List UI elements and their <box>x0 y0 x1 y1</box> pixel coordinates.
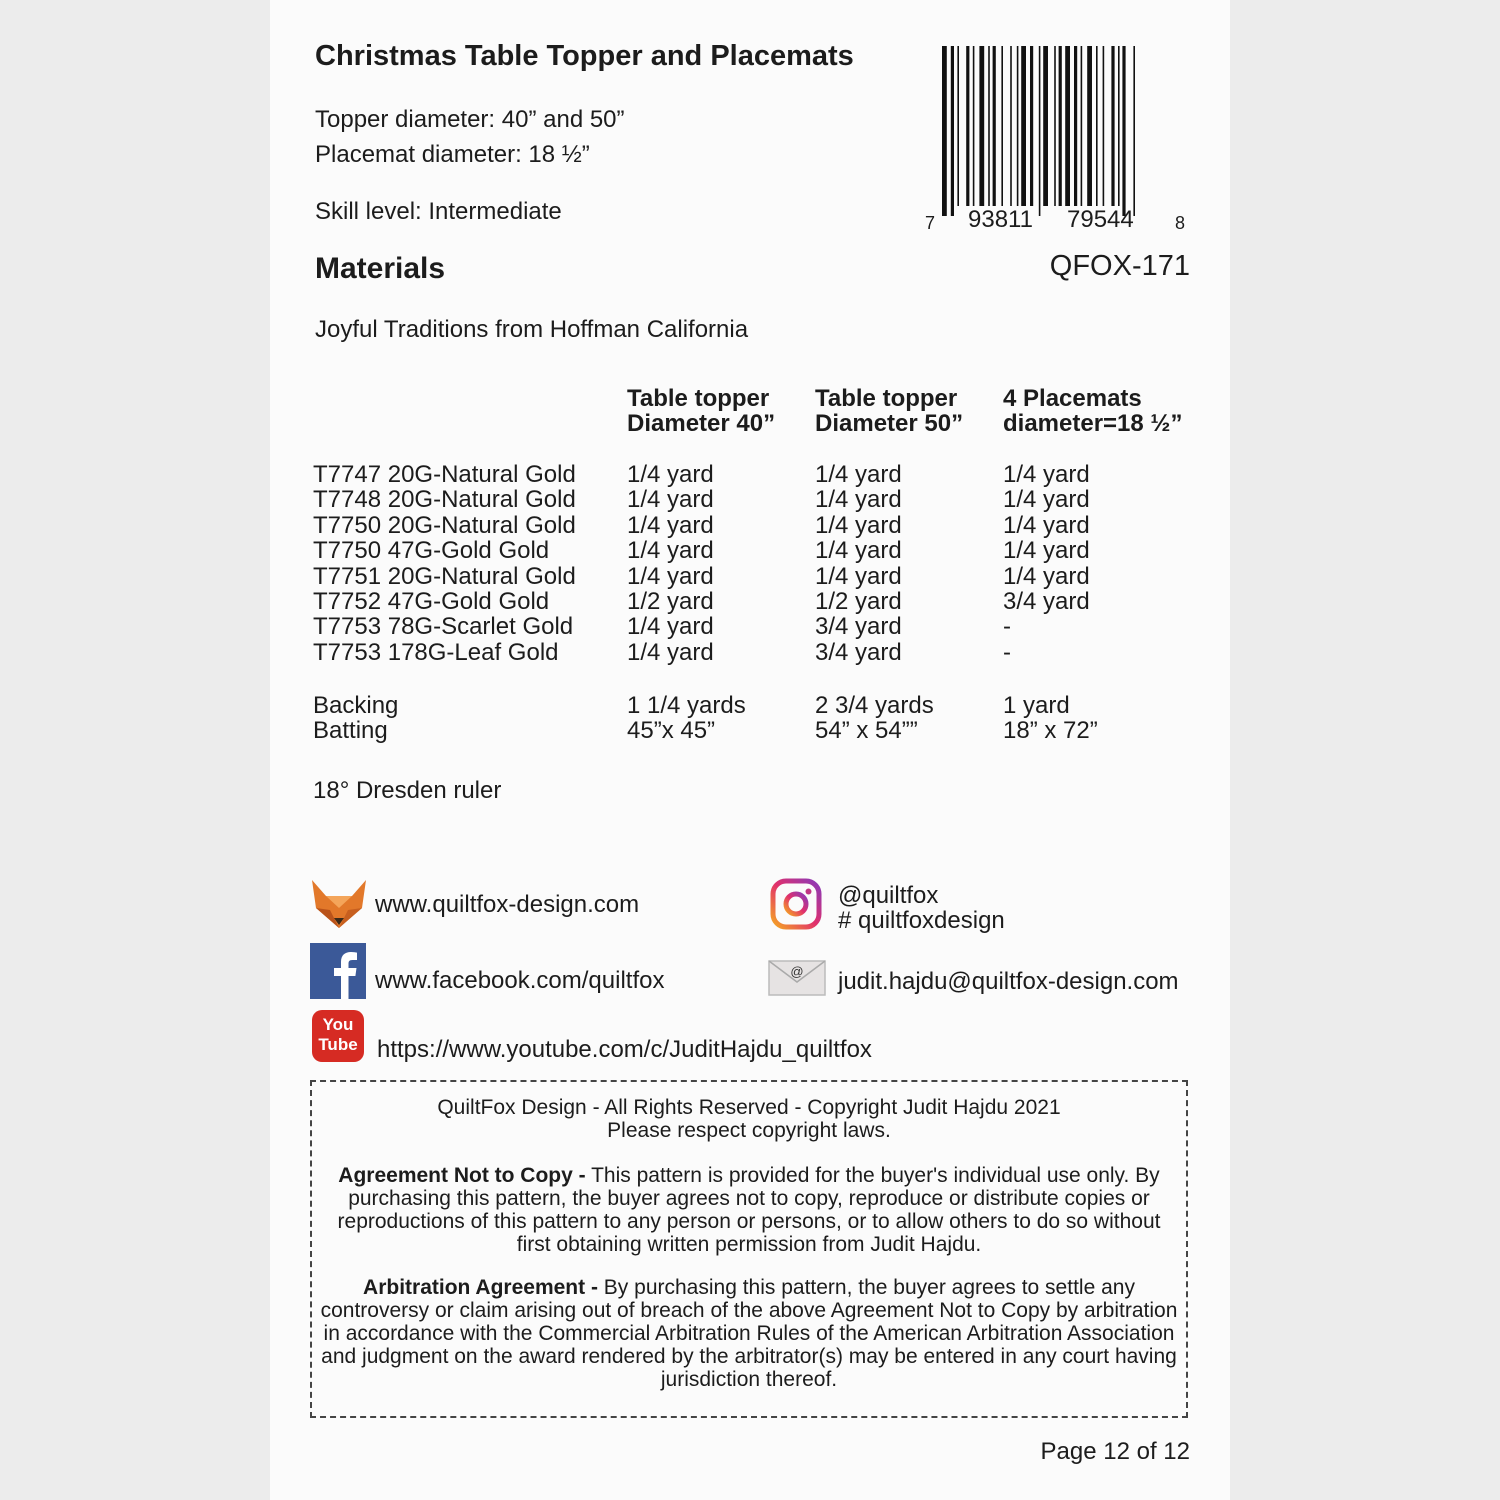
barcode-bar <box>1133 46 1135 216</box>
header-topper-50: Table topper Diameter 50” <box>815 385 964 437</box>
instagram-handle[interactable]: @quiltfox <box>838 882 939 909</box>
legal-notice-box <box>310 1080 1188 1418</box>
placemats-column <box>1003 462 1090 665</box>
fabric-column <box>313 462 576 665</box>
page-number: Page 12 of 12 <box>1040 1438 1190 1465</box>
barcode-digits-group1: 93811 <box>968 206 1033 233</box>
amount-cell: 1/4 yard <box>627 638 714 666</box>
backing-batting-labels <box>313 693 398 744</box>
backing-batting-placemats <box>1003 693 1098 744</box>
barcode-bar <box>1054 46 1056 206</box>
amount-cell: 1/4 yard <box>1003 562 1090 590</box>
fabric-name: T7750 20G-Natural Gold <box>313 511 576 539</box>
fabric-name: T7747 20G-Natural Gold <box>313 461 576 488</box>
barcode-bar <box>951 46 954 216</box>
facebook-icon[interactable] <box>310 943 366 999</box>
amount-cell: 1/4 yard <box>815 461 902 488</box>
barcode-bar <box>1118 46 1120 206</box>
barcode-bar <box>1103 46 1105 206</box>
barcode-digit-right: 8 <box>1175 213 1186 233</box>
fabric-name: T7753 78G-Scarlet Gold <box>313 613 574 641</box>
agreement-paragraph <box>320 1164 1178 1256</box>
amount-cell: 1/2 yard <box>815 588 902 616</box>
barcode <box>940 46 1170 211</box>
barcode-bar <box>973 46 975 206</box>
barcode-digit-left: 7 <box>925 213 936 233</box>
amount-cell: 1/4 yard <box>627 461 714 488</box>
barcode-bar <box>1096 46 1098 206</box>
arbitration-title: Arbitration Agreement - <box>363 1276 598 1299</box>
barcode-bar <box>993 46 996 206</box>
topper-50-column <box>815 462 902 665</box>
amount-cell: 3/4 yard <box>1003 588 1090 616</box>
youtube-icon[interactable]: You Tube <box>312 1010 364 1062</box>
barcode-bar <box>1059 46 1062 206</box>
amount-cell: 18” x 72” <box>1003 717 1098 745</box>
amount-cell: 1/4 yard <box>815 486 902 514</box>
fabric-name: T7753 178G-Leaf Gold <box>313 638 559 666</box>
header-topper-40: Table topper Diameter 40” <box>627 385 776 437</box>
backing-batting-50 <box>815 693 934 744</box>
amount-cell: 1/4 yard <box>627 537 714 565</box>
page-title: Christmas Table Topper and Placemats <box>315 40 854 72</box>
amount-cell: 1/4 yard <box>627 562 714 590</box>
amount-cell: 1/4 yard <box>627 486 714 514</box>
instagram-hashtag: # quiltfoxdesign <box>838 907 1005 934</box>
amount-cell: 1/4 yard <box>627 511 714 539</box>
topper-diameter: Topper diameter: 40” and 50” <box>315 106 625 133</box>
barcode-bar <box>1030 46 1033 206</box>
respect-line: Please respect copyright laws. <box>607 1119 891 1142</box>
barcode-bar <box>942 46 947 216</box>
website-link[interactable]: www.quiltfox-design.com <box>375 891 640 918</box>
instagram-icon[interactable] <box>770 878 822 930</box>
amount-cell: 45”x 45” <box>627 717 716 745</box>
amount-cell: 2 3/4 yards <box>815 692 934 719</box>
barcode-bar <box>988 46 990 206</box>
amount-cell: 1 1/4 yards <box>627 692 746 719</box>
barcode-bar <box>1017 46 1019 206</box>
barcode-bar <box>1087 46 1092 206</box>
fabric-name: T7751 20G-Natural Gold <box>313 562 576 590</box>
youtube-link[interactable]: https://www.youtube.com/c/JuditHajdu_quiltfox <box>377 1036 872 1063</box>
backing-label: Backing <box>313 692 399 719</box>
amount-cell: 3/4 yard <box>815 638 902 666</box>
skill-level: Skill level: Intermediate <box>315 198 562 225</box>
email-at-symbol: @ <box>790 964 804 979</box>
barcode-bars <box>940 46 1170 216</box>
amount-cell: 1/4 yard <box>1003 537 1090 565</box>
materials-heading: Materials <box>315 252 446 285</box>
facebook-link[interactable]: www.facebook.com/quiltfox <box>375 967 665 994</box>
barcode-bar <box>1122 46 1125 216</box>
barcode-bar <box>1111 46 1114 206</box>
amount-cell: 1/4 yard <box>1003 461 1090 488</box>
email-icon[interactable] <box>768 960 826 996</box>
copyright-line: QuiltFox Design - All Rights Reserved - Copyright Judit Hajdu 2021 <box>437 1096 1061 1119</box>
header-placemats: 4 Placemats diameter=18 ½” <box>1003 385 1183 437</box>
barcode-bar <box>957 46 959 206</box>
pattern-code: QFOX-171 <box>1049 250 1190 282</box>
barcode-bar <box>1074 46 1077 206</box>
barcode-bar <box>1021 46 1026 206</box>
barcode-digits-group2: 79544 <box>1067 206 1134 233</box>
barcode-bar <box>979 46 984 206</box>
amount-cell: 1/2 yard <box>627 588 714 616</box>
barcode-bar <box>1001 46 1003 206</box>
backing-batting-40 <box>627 693 746 744</box>
barcode-bar <box>1010 46 1012 206</box>
arbitration-text: By purchasing this pattern, the buyer agrees to settle any controversy or claim arising out of breach of the above Agreement Not to Copy by arbitration in accordance with the Commercial Arbitration Rules of the American Arbitration Association and judgment on the award rendered by the arbitrator(s) may be entered in any court having jurisdiction thereof. <box>320 1276 1178 1391</box>
amount-cell: - <box>1003 638 1011 666</box>
amount-cell: 1/4 yard <box>1003 486 1090 514</box>
barcode-bar <box>966 46 969 206</box>
amount-cell: 1/4 yard <box>627 613 714 641</box>
pattern-page <box>270 0 1230 1500</box>
amount-cell: 1/4 yard <box>815 537 902 565</box>
amount-cell: 1 yard <box>1003 692 1070 719</box>
fox-logo-icon <box>310 878 368 930</box>
barcode-bar <box>1043 46 1048 206</box>
amount-cell: - <box>1003 613 1011 641</box>
agreement-title: Agreement Not to Copy - <box>338 1164 586 1187</box>
fabric-line: Joyful Traditions from Hoffman California <box>315 316 749 343</box>
topper-40-column <box>627 462 714 665</box>
barcode-bar <box>1065 46 1070 206</box>
barcode-bar <box>1039 46 1041 216</box>
amount-cell: 1/4 yard <box>815 511 902 539</box>
barcode-bar <box>1081 46 1083 206</box>
amount-cell: 3/4 yard <box>815 613 902 641</box>
amount-cell: 54” x 54”” <box>815 717 918 745</box>
email-link[interactable]: judit.hajdu@quiltfox-design.com <box>838 968 1179 995</box>
batting-label: Batting <box>313 717 388 745</box>
fabric-name: T7748 20G-Natural Gold <box>313 486 576 514</box>
amount-cell: 1/4 yard <box>815 562 902 590</box>
arbitration-paragraph <box>320 1276 1178 1391</box>
agreement-text: This pattern is provided for the buyer's individual use only. By purchasing this pattern, the buyer agrees not to copy, reproduce or distribute copies or reproductions of this pattern to any person or persons, or to allow others to do so without first obtaining written permission from Judit Hajdu. <box>337 1164 1161 1256</box>
ruler-note: 18° Dresden ruler <box>313 777 502 804</box>
placemat-diameter: Placemat diameter: 18 ½” <box>315 141 590 168</box>
fabric-name: T7750 47G-Gold Gold <box>313 537 550 565</box>
fabric-name: T7752 47G-Gold Gold <box>313 588 550 616</box>
amount-cell: 1/4 yard <box>1003 511 1090 539</box>
